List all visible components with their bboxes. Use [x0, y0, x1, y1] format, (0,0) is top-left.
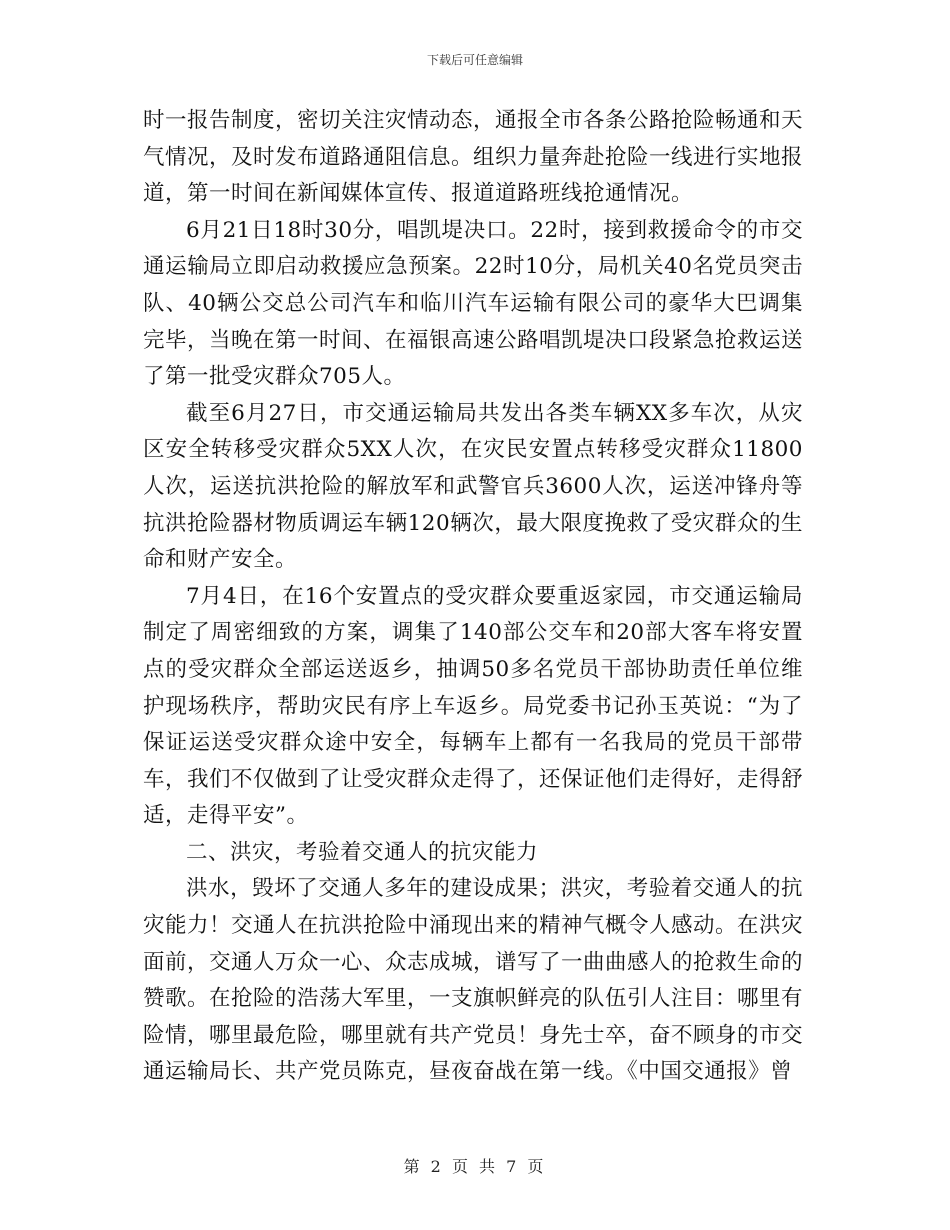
document-body [143, 103, 803, 1091]
page-header: 下载后可任意编辑 [426, 53, 523, 67]
section-heading-two: 二、洪灾，考验着交通人的抗灾能力 [186, 839, 539, 865]
paragraph-july-4: 7月4日，在16个安置点的受灾群众要重返家园，市交通运输局制定了周密细致的方案，调集了140部公交车和20部大客车将安置点的受灾群众全部运送返乡，抽调50多名党员干部协助责任单位维护现场秩序，帮助灾民有序上车返乡。局党委书记孙玉英说：“为了保证运送受灾群众途中安全，每辆车上都有一名我局的党员干部带车，我们不仅做到了让受灾群众走得了，还保证他们走得好，走得舒适，走得平安”。 [143, 583, 804, 829]
paragraph-flood-test: 洪水，毁坏了交通人多年的建设成果；洪灾，考验着交通人的抗灾能力！交通人在抗洪抢险中涌现出来的精神气概令人感动。在洪灾面前，交通人万众一心、众志成城，谱写了一曲曲感人的抢救生命的赞歌。在抢险的浩荡大军里，一支旗帜鲜亮的队伍引人注目：哪里有险情，哪里最危险，哪里就有共产党员！身先士卒，奋不顾身的市交通运输局长、共产党员陈克，昼夜奋战在第一线。《中国交通报》曾 [143, 876, 804, 1085]
paragraph-june-21: 6月21日18时30分，唱凯堤决口。22时，接到救援命令的市交通运输局立即启动救援应急预案。22时10分，局机关40名党员突击队、40辆公交总公司汽车和临川汽车运输有限公司的豪华大巴调集完毕，当晚在第一时间、在福银高速公路唱凯堤决口段紧急抢救运送了第一批受灾群众705人。 [143, 217, 804, 390]
page-number-footer: 第 2 页 共 7 页 [403, 1157, 547, 1176]
paragraph-june-27: 截至6月27日，市交通运输局共发出各类车辆XX多车次，从灾区安全转移受灾群众5XX人次，在灾民安置点转移受灾群众11800人次，运送抗洪抢险的解放军和武警官兵3600人次，运送冲锋舟等抗洪抢险器材物质调运车辆120辆次，最大限度挽救了受灾群众的生命和财产安全。 [143, 400, 803, 573]
paragraph-report-system: 时一报告制度，密切关注灾情动态，通报全市各条公路抢险畅通和天气情况，及时发布道路通阻信息。组织力量奔赴抢险一线进行实地报道，第一时间在新闻媒体宣传、报道道路班线抢通情况。 [143, 108, 804, 207]
